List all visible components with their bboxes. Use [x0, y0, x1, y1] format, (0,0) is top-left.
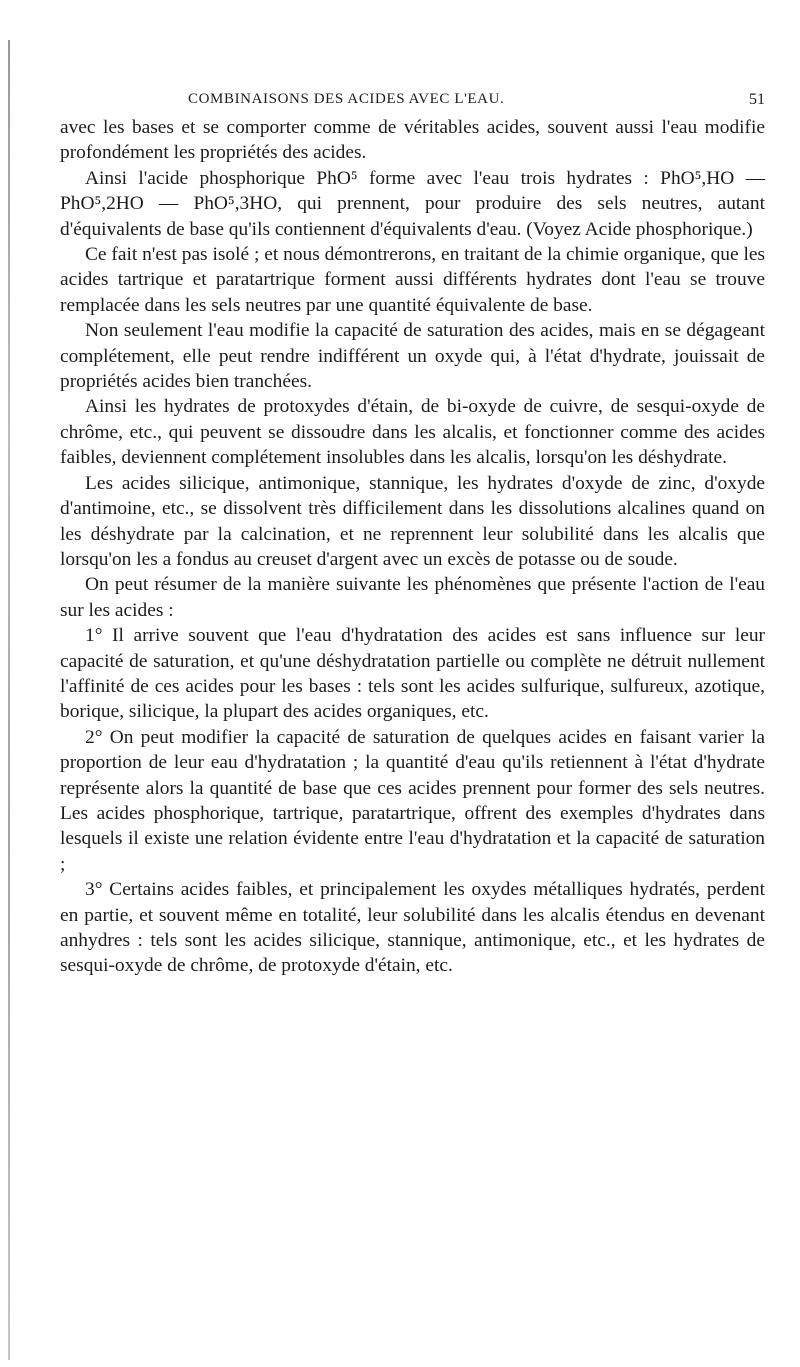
paragraph-tartaric-acids: Ce fait n'est pas isolé ; et nous démontrerons, en traitant de la chimie organique, que les acides tartrique et paratartrique forment aussi différents hydrates dont l'eau se trouve remplacée dans les sels neutres par une quantité équivalente de base. — [60, 244, 765, 316]
paragraph-phosphoric-hydrates: Ainsi l'acide phosphorique PhO⁵ forme avec l'eau trois hydrates : PhO⁵,HO — PhO⁵,2HO — PhO⁵,3HO, qui prennent, pour produire des sels neutres, autant d'équivalents de base qu'ils contiennent d'équivalents d'eau. (Voyez Acide phosphorique.) — [60, 167, 765, 240]
paragraph-silicic-acids: Les acides silicique, antimonique, stannique, les hydrates d'oxyde de zinc, d'oxyde d'antimoine, etc., se dissolvent très difficilement dans les dissolutions alcalines quand on les déshydrate par la calcination, et ne reprennent leur solubilité dans les alcalis que lorsqu'on les a fondus au creuset d'argent avec un excès de potasse ou de soude. — [60, 472, 765, 570]
page-number: 51 — [749, 91, 765, 108]
paragraph-point-2: 2° On peut modifier la capacité de saturation de quelques acides en faisant varier la proportion de leur eau d'hydratation ; la quantité d'eau qu'ils retiennent à l'état d'hydrate représente alors la quantité de base que ces acides prennent pour former des sels neutres. Les acides phosphorique, tartrique, paratartrique, offrent des exemples d'hydrates dans lesquels il existe une relation évidente entre l'eau d'hydratation et la capacité de saturation ; — [60, 726, 765, 875]
body-text — [60, 115, 765, 979]
paragraph-point-1: 1° Il arrive souvent que l'eau d'hydratation des acides est sans influence sur leur capacité de saturation, et qu'une déshydratation partielle ou complète ne détruit nullement l'affinité de ces acides pour les bases : tels sont les acides sulfurique, sulfureux, azotique, borique, silicique, la plupart des acides organiques, etc. — [60, 625, 765, 723]
page-header — [60, 91, 765, 115]
paragraph-protoxide-hydrates: Ainsi les hydrates de protoxydes d'étain, de bi-oxyde de cuivre, de sesqui-oxyde de chrôme, etc., qui peuvent se dissoudre dans les alcalis, et fonctionner comme des acides faibles, deviennent complétement insolubles dans les alcalis, lorsqu'on les déshydrate. — [60, 396, 765, 469]
page-edge-shadow — [8, 40, 10, 1360]
paragraph-point-3: 3° Certains acides faibles, et principalement les oxydes métalliques hydratés, perdent en partie, et souvent même en totalité, leur solubilité dans les alcalis étendus en devenant anhydres : tels sont les acides silicique, stannique, antimonique, etc., et les hydrates de sesqui-oxyde de chrôme, de protoxyde d'étain, etc. — [60, 879, 765, 977]
running-head: COMBINAISONS DES ACIDES AVEC L'EAU. — [188, 91, 505, 107]
paragraph-saturation-capacity: Non seulement l'eau modifie la capacité de saturation des acides, mais en se dégageant complétement, elle peut rendre indifférent un oxyde qui, à l'état d'hydrate, jouissait de propriétés acides bien tranchées. — [60, 320, 765, 393]
paragraph-summary-intro: On peut résumer de la manière suivante les phénomènes que présente l'action de l'eau sur les acides : — [60, 574, 765, 621]
paragraph-continuation: avec les bases et se comporter comme de véritables acides, souvent aussi l'eau modifie profondément les propriétés des acides. — [60, 117, 765, 164]
